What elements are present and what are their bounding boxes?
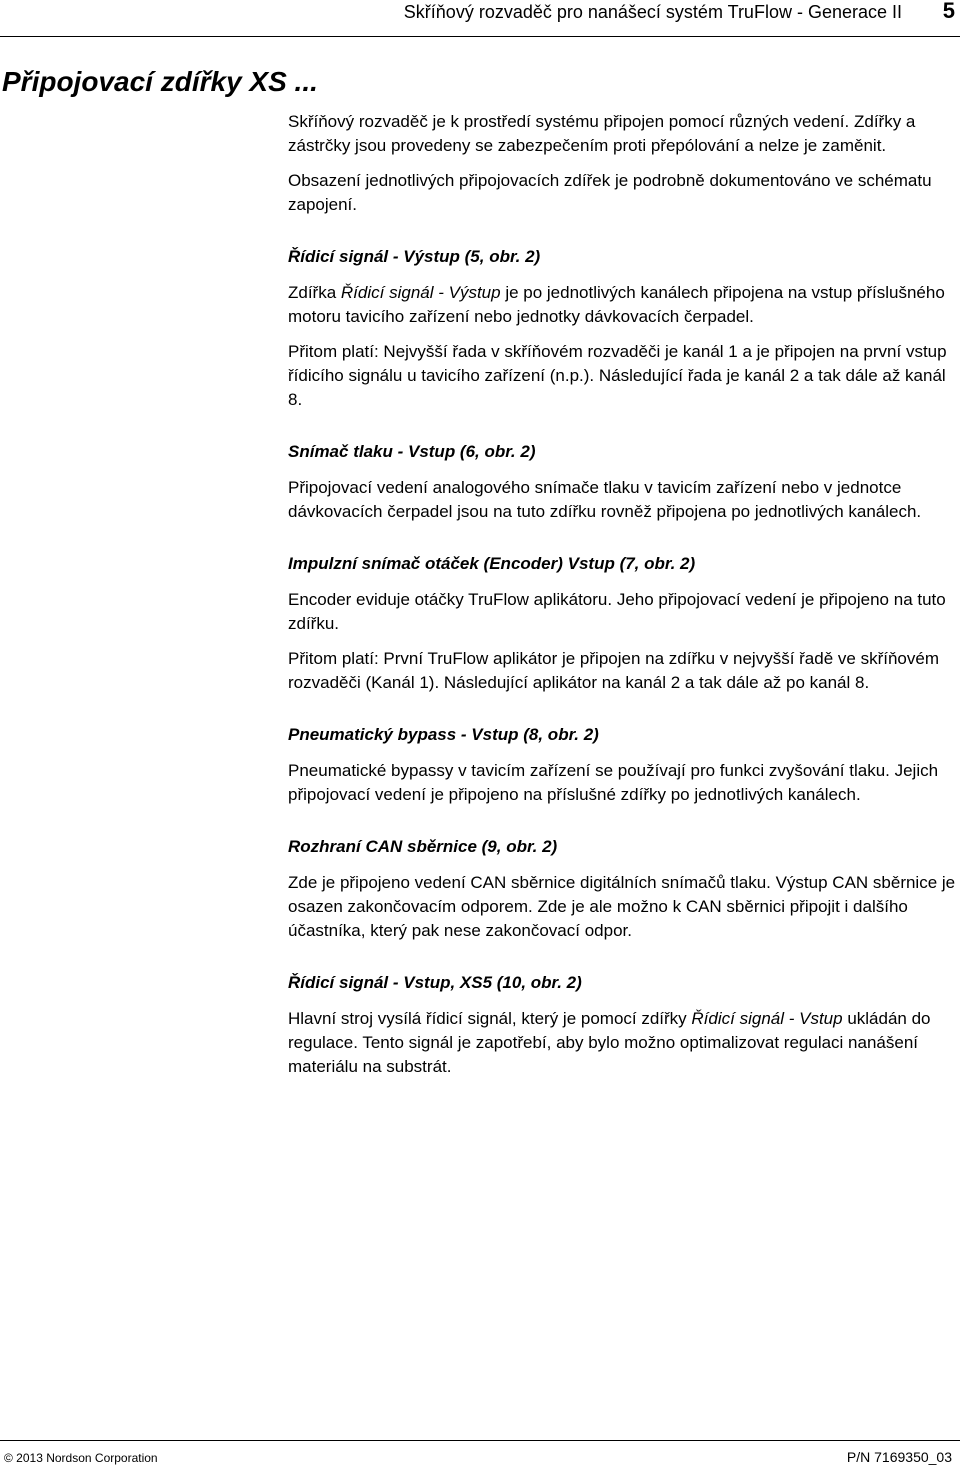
page-content — [288, 110, 958, 1090]
emphasis-text: Řídicí signál - Výstup — [340, 283, 501, 302]
section-control-signal-output — [288, 245, 958, 412]
section-control-signal-input — [288, 971, 958, 1079]
section-pressure-sensor-input — [288, 440, 958, 524]
section-heading: Řídicí signál - Výstup (5, obr. 2) — [288, 247, 541, 266]
emphasis-text: Řídicí signál - Vstup — [691, 1009, 843, 1028]
section-paragraph — [288, 281, 958, 329]
section-heading: Rozhraní CAN sběrnice (9, obr. 2) — [288, 837, 558, 856]
section-heading: Pneumatický bypass - Vstup (8, obr. 2) — [288, 725, 599, 744]
section-encoder-input — [288, 552, 958, 695]
header-title: Skříňový rozvaděč pro nanášecí systém TruFlow - Generace II — [403, 2, 902, 22]
section-heading: Impulzní snímač otáček (Encoder) Vstup (7, obr. 2) — [288, 554, 696, 573]
text-span: ukládán do regulace. Tento signál je zapotřebí, aby bylo možno optimalizovat regulaci nanášení materiálu na substrát. — [288, 1009, 931, 1076]
text-span: Hlavní stroj vysílá řídicí signál, který je pomocí zdířky — [288, 1009, 692, 1028]
section-heading: Řídicí signál - Vstup, XS5 (10, obr. 2) — [288, 973, 582, 992]
section-paragraph: Přitom platí: První TruFlow aplikátor je připojen na zdířku v nejvyšší řadě ve skříňovém rozvaděči (Kanál 1). Následující aplikátor na kanál 2 a tak dále až po kanál 8. — [288, 649, 939, 692]
section-pneumatic-bypass-input — [288, 723, 958, 807]
copyright: © 2013 Nordson Corporation — [4, 1451, 158, 1465]
section-paragraph: Připojovací vedení analogového snímače tlaku v tavicím zařízení nebo v jednotce dávkovacích čerpadel jsou na tuto zdířku rovněž připojena po jednotlivých kanálech. — [288, 478, 922, 521]
page-title: Připojovací zdířky XS ... — [2, 66, 318, 97]
section-paragraph: Zde je připojeno vedení CAN sběrnice digitálních snímačů tlaku. Výstup CAN sběrnice je osazen zakončovacím odporem. Zde je ale možno k CAN sběrnici připojit i dalšího účastníka, který pak nese zakončovací odpor. — [288, 873, 956, 940]
section-can-bus-interface — [288, 835, 958, 943]
section-paragraph — [288, 1007, 958, 1079]
intro-paragraph-2: Obsazení jednotlivých připojovacích zdířek je podrobně dokumentováno ve schématu zapojení. — [288, 171, 932, 214]
section-paragraph: Encoder eviduje otáčky TruFlow aplikátoru. Jeho připojovací vedení je připojeno na tuto zdířku. — [288, 590, 946, 633]
section-paragraph: Přitom platí: Nejvyšší řada v skříňovém rozvaděči je kanál 1 a je připojen na první vstup řídicího signálu u tavicího zařízení (n.p.). Následující řada je kanál 2 a tak dále až kanál 8. — [288, 342, 947, 409]
page-number: 5 — [942, 0, 955, 23]
header-divider — [0, 36, 960, 37]
intro-paragraph-1: Skříňový rozvaděč je k prostředí systému připojen pomocí různých vedení. Zdířky a zástrčky jsou provedeny se zabezpečením proti přepólování a nelze je zaměnit. — [288, 112, 916, 155]
text-span: Zdířka — [288, 283, 341, 302]
text-span: je po jednotlivých kanálech připojena na vstup příslušného motoru tavicího zařízení nebo jednotky dávkovacích čerpadel. — [288, 283, 945, 326]
part-number: P/N 7169350_03 — [846, 1449, 952, 1465]
footer-divider — [0, 1440, 960, 1441]
section-heading: Snímač tlaku - Vstup (6, obr. 2) — [288, 442, 536, 461]
section-paragraph: Pneumatické bypassy v tavicím zařízení se používají pro funkci zvyšování tlaku. Jejich připojovací vedení je připojeno na příslušné zdířky po jednotlivých kanálech. — [288, 761, 939, 804]
